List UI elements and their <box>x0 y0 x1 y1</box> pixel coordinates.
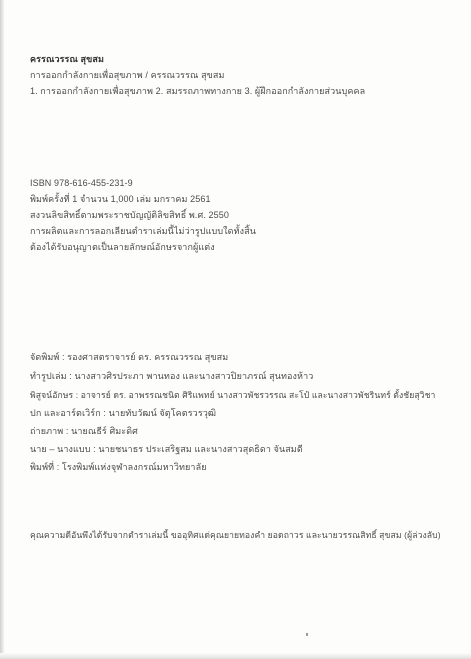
catalog-title: การออกกำลังกายเพื่อสุขภาพ / ครรณวรรณ สุขสม <box>30 70 225 80</box>
copyright-notice: สงวนลิขสิทธิ์ตามพระราชบัญญัติลิขสิทธิ์ พ.ศ. 2550 <box>30 210 229 220</box>
edition-info: พิมพ์ครั้งที่ 1 จำนวน 1,000 เล่ม มกราคม 2561 <box>30 194 211 204</box>
page-speck <box>306 633 308 636</box>
catalog-author: ครรณวรรณ สุขสม <box>30 54 104 64</box>
page-bottom-edge-shadow <box>0 653 471 659</box>
credit-printer: พิมพ์ที่ : โรงพิมพ์แห่งจุฬาลงกรณ์มหาวิทยาลัย <box>30 462 207 472</box>
credit-publisher: จัดพิมพ์ : รองศาสตราจารย์ ดร. ครรณวรรณ สุขสม <box>30 352 229 362</box>
catalog-subjects: 1. การออกกำลังกายเพื่อสุขภาพ 2. สมรรถภาพทางกาย 3. ผู้ฝึกออกกำลังกายส่วนบุคคล <box>30 86 366 96</box>
credit-cover: ปก และอาร์ตเวิร์ก : นายทับวัฒน์ จัตุโคตรวรวุฒิ <box>30 408 217 418</box>
page-left-edge-shadow <box>0 0 4 659</box>
credit-proofread: พิสูจน์อักษร : อาจารย์ ดร. อาพรรณชนิต ศิริแพทย์ นางสาวพัชรวรรณ สะโป๋ และนางสาวพัชรินทร์ ตั้งชัยสุวิชา <box>30 390 436 400</box>
rights-notice-line-2: ต้องได้รับอนุญาตเป็นลายลักษณ์อักษรจากผู้แต่ง <box>30 242 215 252</box>
isbn: ISBN 978-616-455-231-9 <box>30 178 133 188</box>
rights-notice-line-1: การผลิตและการลอกเลียนตำราเล่มนี้ไม่ว่ารูปแบบใดทั้งสิ้น <box>30 226 256 236</box>
credit-layout: ทำรูปเล่ม : นางสาวศิรประภา พานทอง และนางสาวปิยาภรณ์ สุนทองห้าว <box>30 371 314 381</box>
credit-photo: ถ่ายภาพ : นายณธีร์ ศิมะดิศ <box>30 426 138 436</box>
acknowledgement: คุณความดีอันพึงได้รับจากตำราเล่มนี้ ขออุทิศแด่คุณยายทองคำ ยอดถาวร และนายวรรณสิทธิ์ สุขสม (ผู้ล่วงลับ) <box>30 530 441 540</box>
credit-models: นาย – นางแบบ : นายชนาธร ประเสริฐสม และนางสาวสุดธิดา จันสมดี <box>30 444 303 454</box>
